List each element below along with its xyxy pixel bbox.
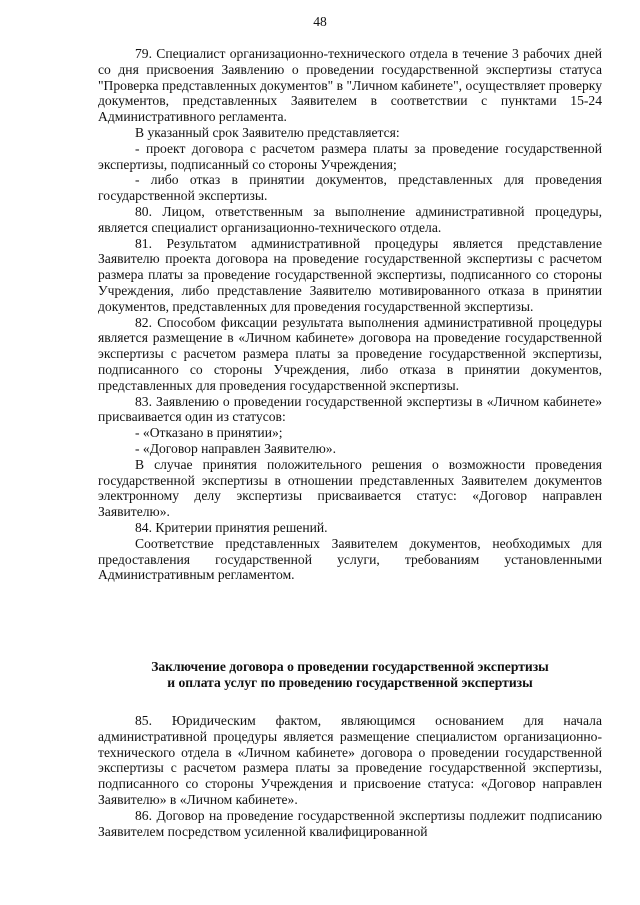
list-item-refusal: - либо отказ в принятии документов, представленных для проведения государственной экспертизы. <box>98 172 602 204</box>
section-body-upper <box>98 46 602 583</box>
list-item-contract-draft: - проект договора с расчетом размера платы за проведение государственной экспертизы, подписанный со стороны Учреждения; <box>98 140 602 172</box>
paragraph-81: 81. Результатом административной процедуры является представление Заявителю проекта договора на проведение государственной экспертизы с расчетом размера платы за проведение государственной экспертизы, подписанного со стороны Учреждения, либо представление Заявителю мотивированного отказа в принятии документов, представленных для проведения государственной экспертизы. <box>98 235 602 314</box>
section-heading <box>98 659 602 691</box>
paragraph-82: 82. Способом фиксации результата выполнения административной процедуры является размещение в «Личном кабинете» договора на проведение государственной экспертизы с расчетом размера платы за проведение государственной экспертизы, подписанного со стороны Учреждения, либо отказа в принятии документов, представленных для проведения государственной экспертизы. <box>98 314 602 393</box>
section-heading-line-2: и оплата услуг по проведению государственной экспертизы <box>167 674 533 690</box>
paragraph-criteria: Соответствие представленных Заявителем документов, необходимых для предоставления государственной услуги, требованиям установленными Административным регламентом. <box>98 535 602 583</box>
paragraph-84: 84. Критерии принятия решений. <box>135 519 328 535</box>
paragraph-83: 83. Заявлению о проведении государственной экспертизы в «Личном кабинете» присваивается один из статусов: <box>98 393 602 425</box>
paragraph-85: 85. Юридическим фактом, являющимся основанием для начала административной процедуры является размещение специалистом организационно-технического отдела в «Личном кабинете» договора о проведении государственной экспертизы с расчетом размера платы за проведение государственной экспертизы, подписанного со стороны Учреждения и присвоение статуса: «Договор направлен Заявителю» в «Личном кабинете». <box>98 713 602 807</box>
paragraph-79: 79. Специалист организационно-технического отдела в течение 3 рабочих дней со дня присвоения Заявлению о проведении государственной экспертизы статуса "Проверка представленных документов" в "Личном кабинете", осуществляет проверку документов, представленных Заявителем в соответствии с пунктами 15-24 Административного регламента. <box>98 46 602 125</box>
page-number: 48 <box>313 14 327 29</box>
paragraph-80: 80. Лицом, ответственным за выполнение административной процедуры, является специалист организационно-технического отдела. <box>98 203 602 235</box>
paragraph-provided-items-intro: В указанный срок Заявителю представляется: <box>135 124 400 140</box>
list-item-status-refused: - «Отказано в принятии»; <box>135 425 283 441</box>
section-body-lower <box>98 713 602 839</box>
paragraph-86: 86. Договор на проведение государственной экспертизы подлежит подписанию Заявителем посредством усиленной квалифицированной <box>98 807 602 839</box>
section-heading-line-1: Заключение договора о проведении государственной экспертизы <box>151 659 549 674</box>
list-item-status-contract-sent: - «Договор направлен Заявителю». <box>135 440 337 456</box>
paragraph-positive-decision: В случае принятия положительного решения о возможности проведения государственной экспертизы в отношении представленных Заявителем документов электронному делу экспертизы присваивается статус: «Договор направлен Заявителю». <box>98 456 602 520</box>
